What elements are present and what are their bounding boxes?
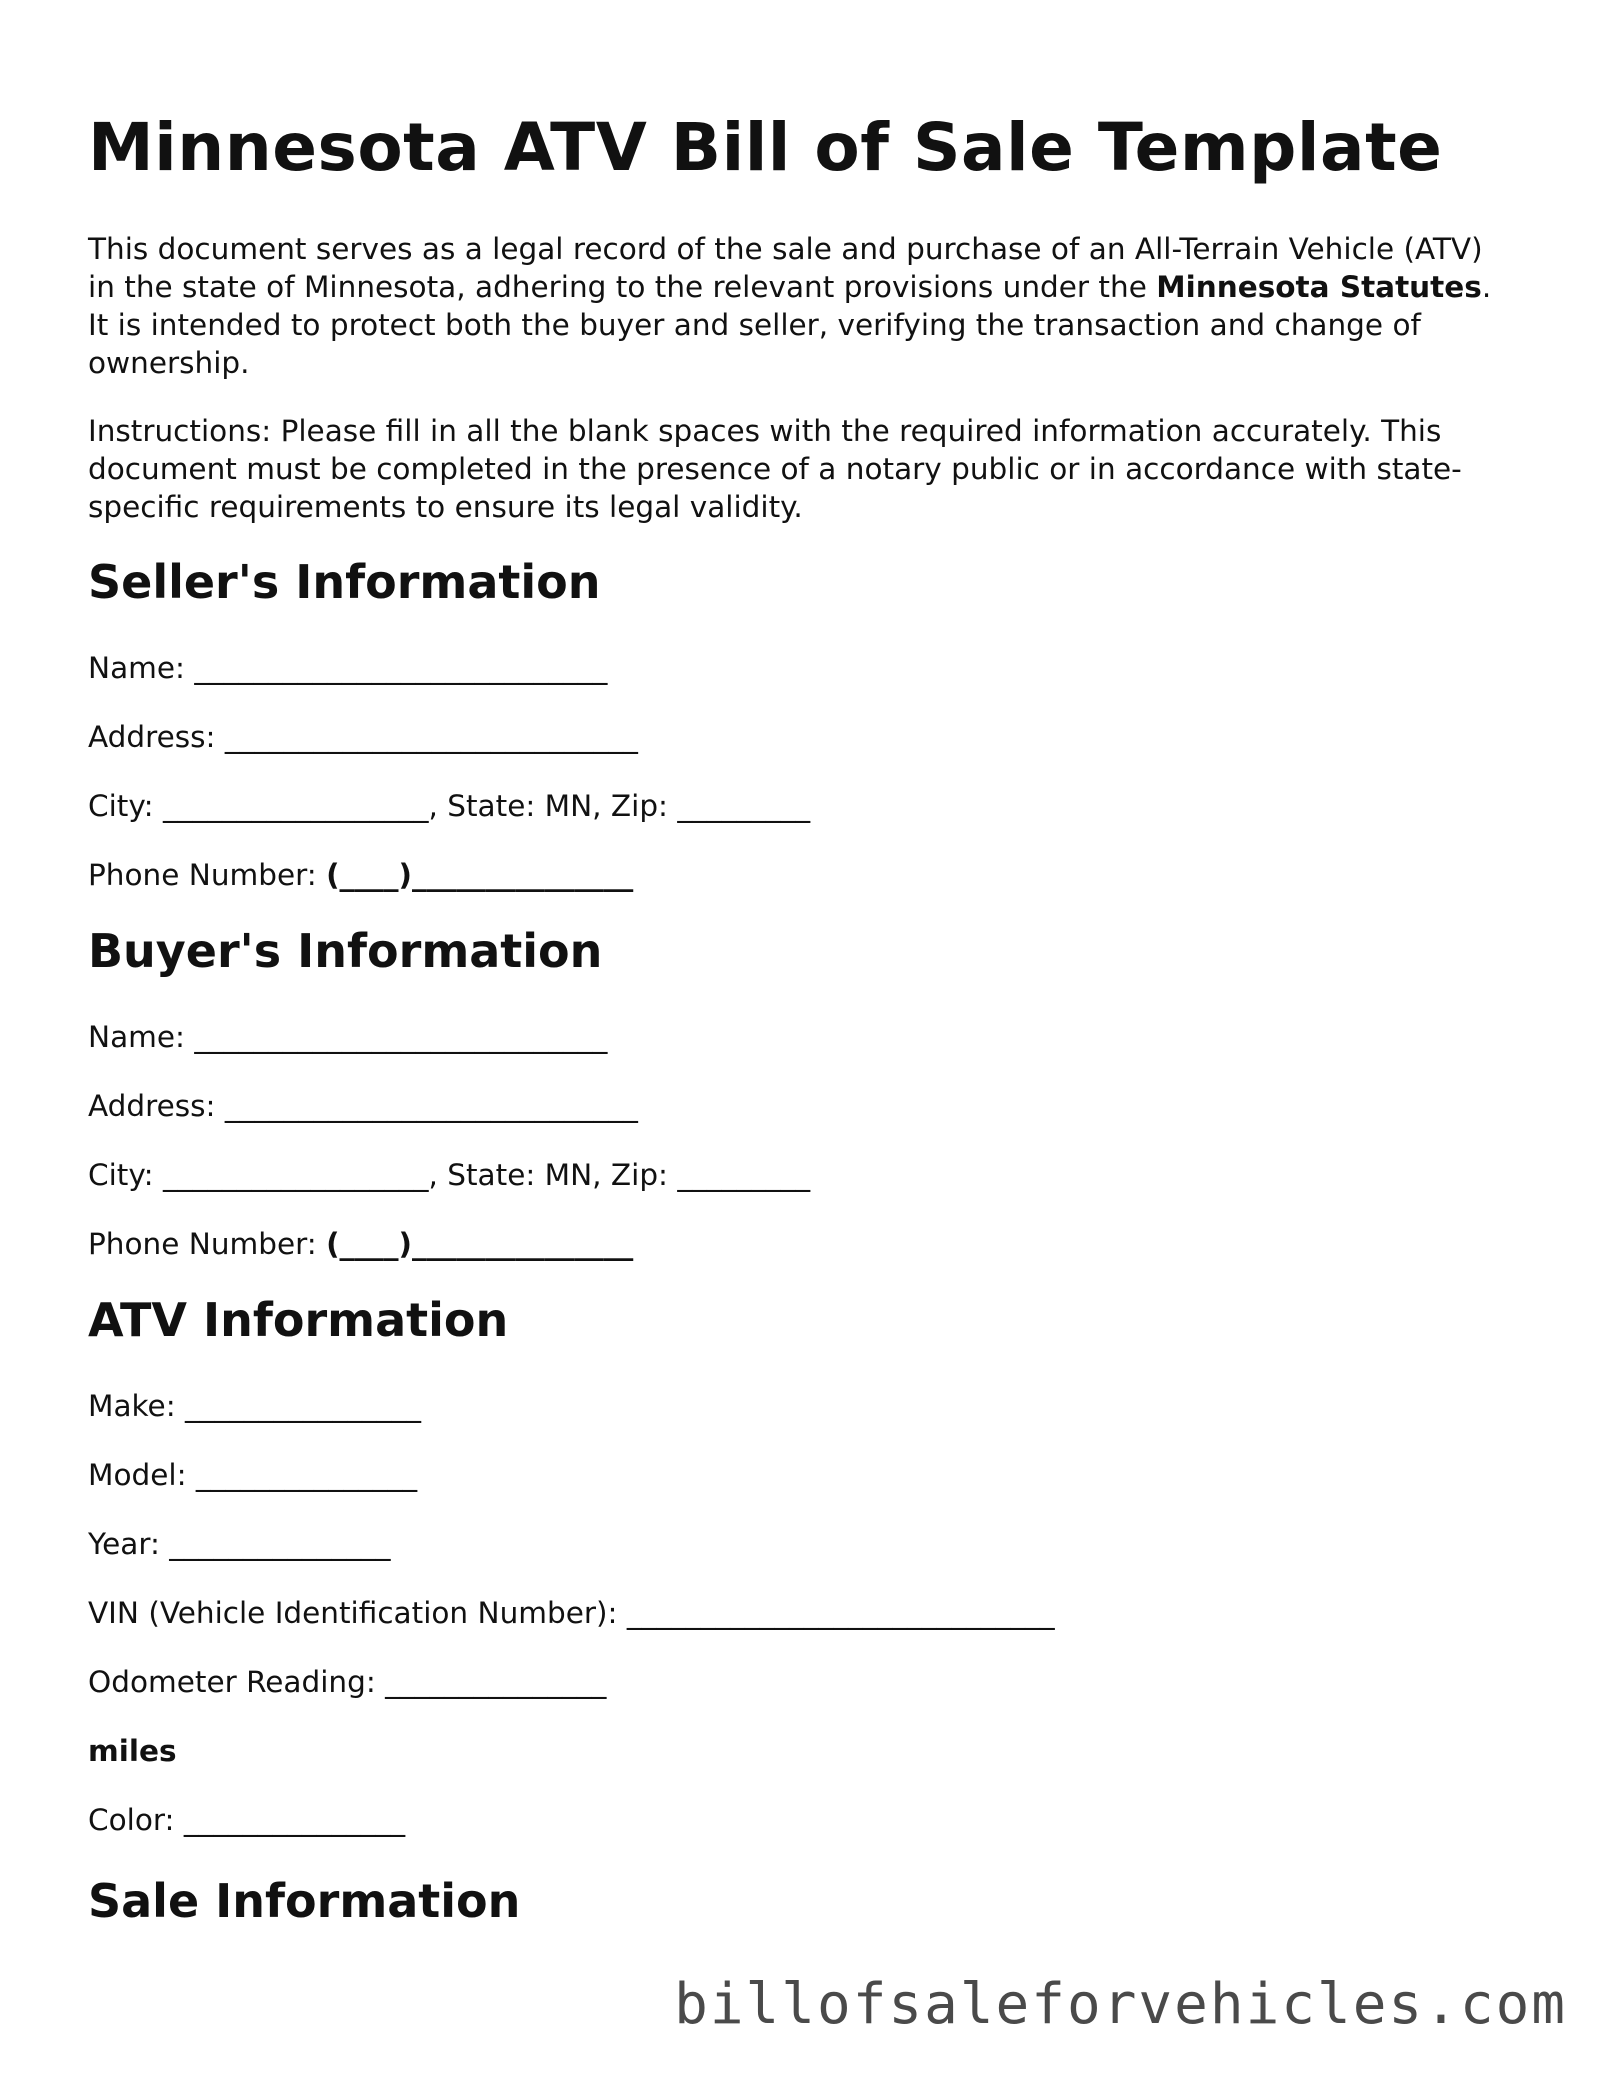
- atv-odometer-field[interactable]: [88, 1663, 1518, 1701]
- atv-make-blank[interactable]: ________________: [185, 1388, 422, 1423]
- seller-heading: Seller's Information: [88, 554, 601, 609]
- atv-vin-blank[interactable]: _____________________________: [626, 1595, 1055, 1630]
- atv-miles-label: miles: [88, 1733, 177, 1768]
- document-title: Minnesota ATV Bill of Sale Template: [88, 109, 1443, 186]
- seller-address-field[interactable]: [88, 718, 1518, 756]
- atv-make-field[interactable]: [88, 1387, 1518, 1425]
- atv-make-label: Make:: [88, 1388, 186, 1423]
- instructions-paragraph: Instructions: Please fill in all the blank spaces with the required information accurately. This document must be completed in the presence of a notary public or in accordance with state-specific requirements to ensure its legal validity.: [88, 413, 1462, 524]
- atv-model-label: Model:: [88, 1457, 196, 1492]
- seller-phone-field[interactable]: [88, 856, 1518, 894]
- sale-heading: Sale Information: [88, 1873, 521, 1928]
- seller-city-label: City:: [88, 788, 163, 823]
- atv-heading: ATV Information: [88, 1292, 509, 1347]
- seller-city-blank[interactable]: __________________: [163, 788, 429, 823]
- buyer-city-field[interactable]: [88, 1156, 1518, 1194]
- atv-year-blank[interactable]: _______________: [169, 1526, 391, 1561]
- atv-color-field[interactable]: [88, 1801, 1518, 1839]
- seller-phone-blank[interactable]: (____)_______________: [326, 857, 634, 892]
- atv-year-label: Year:: [88, 1526, 170, 1561]
- seller-phone-label: Phone Number:: [88, 857, 327, 892]
- document-page: [88, 110, 1518, 1967]
- atv-odometer-label: Odometer Reading:: [88, 1664, 386, 1699]
- seller-city-field[interactable]: [88, 787, 1518, 825]
- atv-color-label: Color:: [88, 1802, 184, 1837]
- seller-zip-blank[interactable]: _________: [677, 788, 811, 823]
- intro-paragraph: [88, 230, 1518, 382]
- atv-model-field[interactable]: [88, 1456, 1518, 1494]
- buyer-phone-blank[interactable]: (____)_______________: [326, 1226, 634, 1261]
- buyer-address-label: Address:: [88, 1088, 225, 1123]
- buyer-zip-blank[interactable]: _________: [677, 1157, 811, 1192]
- buyer-city-blank[interactable]: __________________: [163, 1157, 429, 1192]
- seller-state-label: , State: MN, Zip:: [428, 788, 678, 823]
- buyer-state-label: , State: MN, Zip:: [428, 1157, 678, 1192]
- buyer-phone-field[interactable]: [88, 1225, 1518, 1263]
- atv-vin-field[interactable]: [88, 1594, 1518, 1632]
- buyer-address-field[interactable]: [88, 1087, 1518, 1125]
- atv-odometer-blank[interactable]: _______________: [385, 1664, 607, 1699]
- seller-address-blank[interactable]: ____________________________: [224, 719, 638, 754]
- buyer-phone-label: Phone Number:: [88, 1226, 327, 1261]
- buyer-name-label: Name:: [88, 1019, 195, 1054]
- seller-name-field[interactable]: [88, 649, 1518, 687]
- intro-text-2: . It is intended to protect both the buyer and seller, verifying the transaction and change of ownership.: [88, 269, 1492, 380]
- buyer-name-blank[interactable]: ____________________________: [194, 1019, 608, 1054]
- atv-year-field[interactable]: [88, 1525, 1518, 1563]
- intro-statutes: Minnesota Statutes: [1156, 269, 1482, 304]
- seller-address-label: Address:: [88, 719, 225, 754]
- buyer-address-blank[interactable]: ____________________________: [224, 1088, 638, 1123]
- seller-name-label: Name:: [88, 650, 195, 685]
- watermark: billofsaleforvehicles.com: [674, 1972, 1567, 2037]
- intro-text-1: This document serves as a legal record of the sale and purchase of an All-Terrain Vehicle (ATV) in the state of Minnesota, adhering to the relevant provisions under the: [88, 231, 1483, 304]
- buyer-name-field[interactable]: [88, 1018, 1518, 1056]
- seller-name-blank[interactable]: ____________________________: [194, 650, 608, 685]
- atv-vin-label: VIN (Vehicle Identification Number):: [88, 1595, 627, 1630]
- atv-model-blank[interactable]: _______________: [195, 1457, 418, 1492]
- buyer-heading: Buyer's Information: [88, 923, 603, 978]
- atv-color-blank[interactable]: _______________: [183, 1802, 406, 1837]
- buyer-city-label: City:: [88, 1157, 163, 1192]
